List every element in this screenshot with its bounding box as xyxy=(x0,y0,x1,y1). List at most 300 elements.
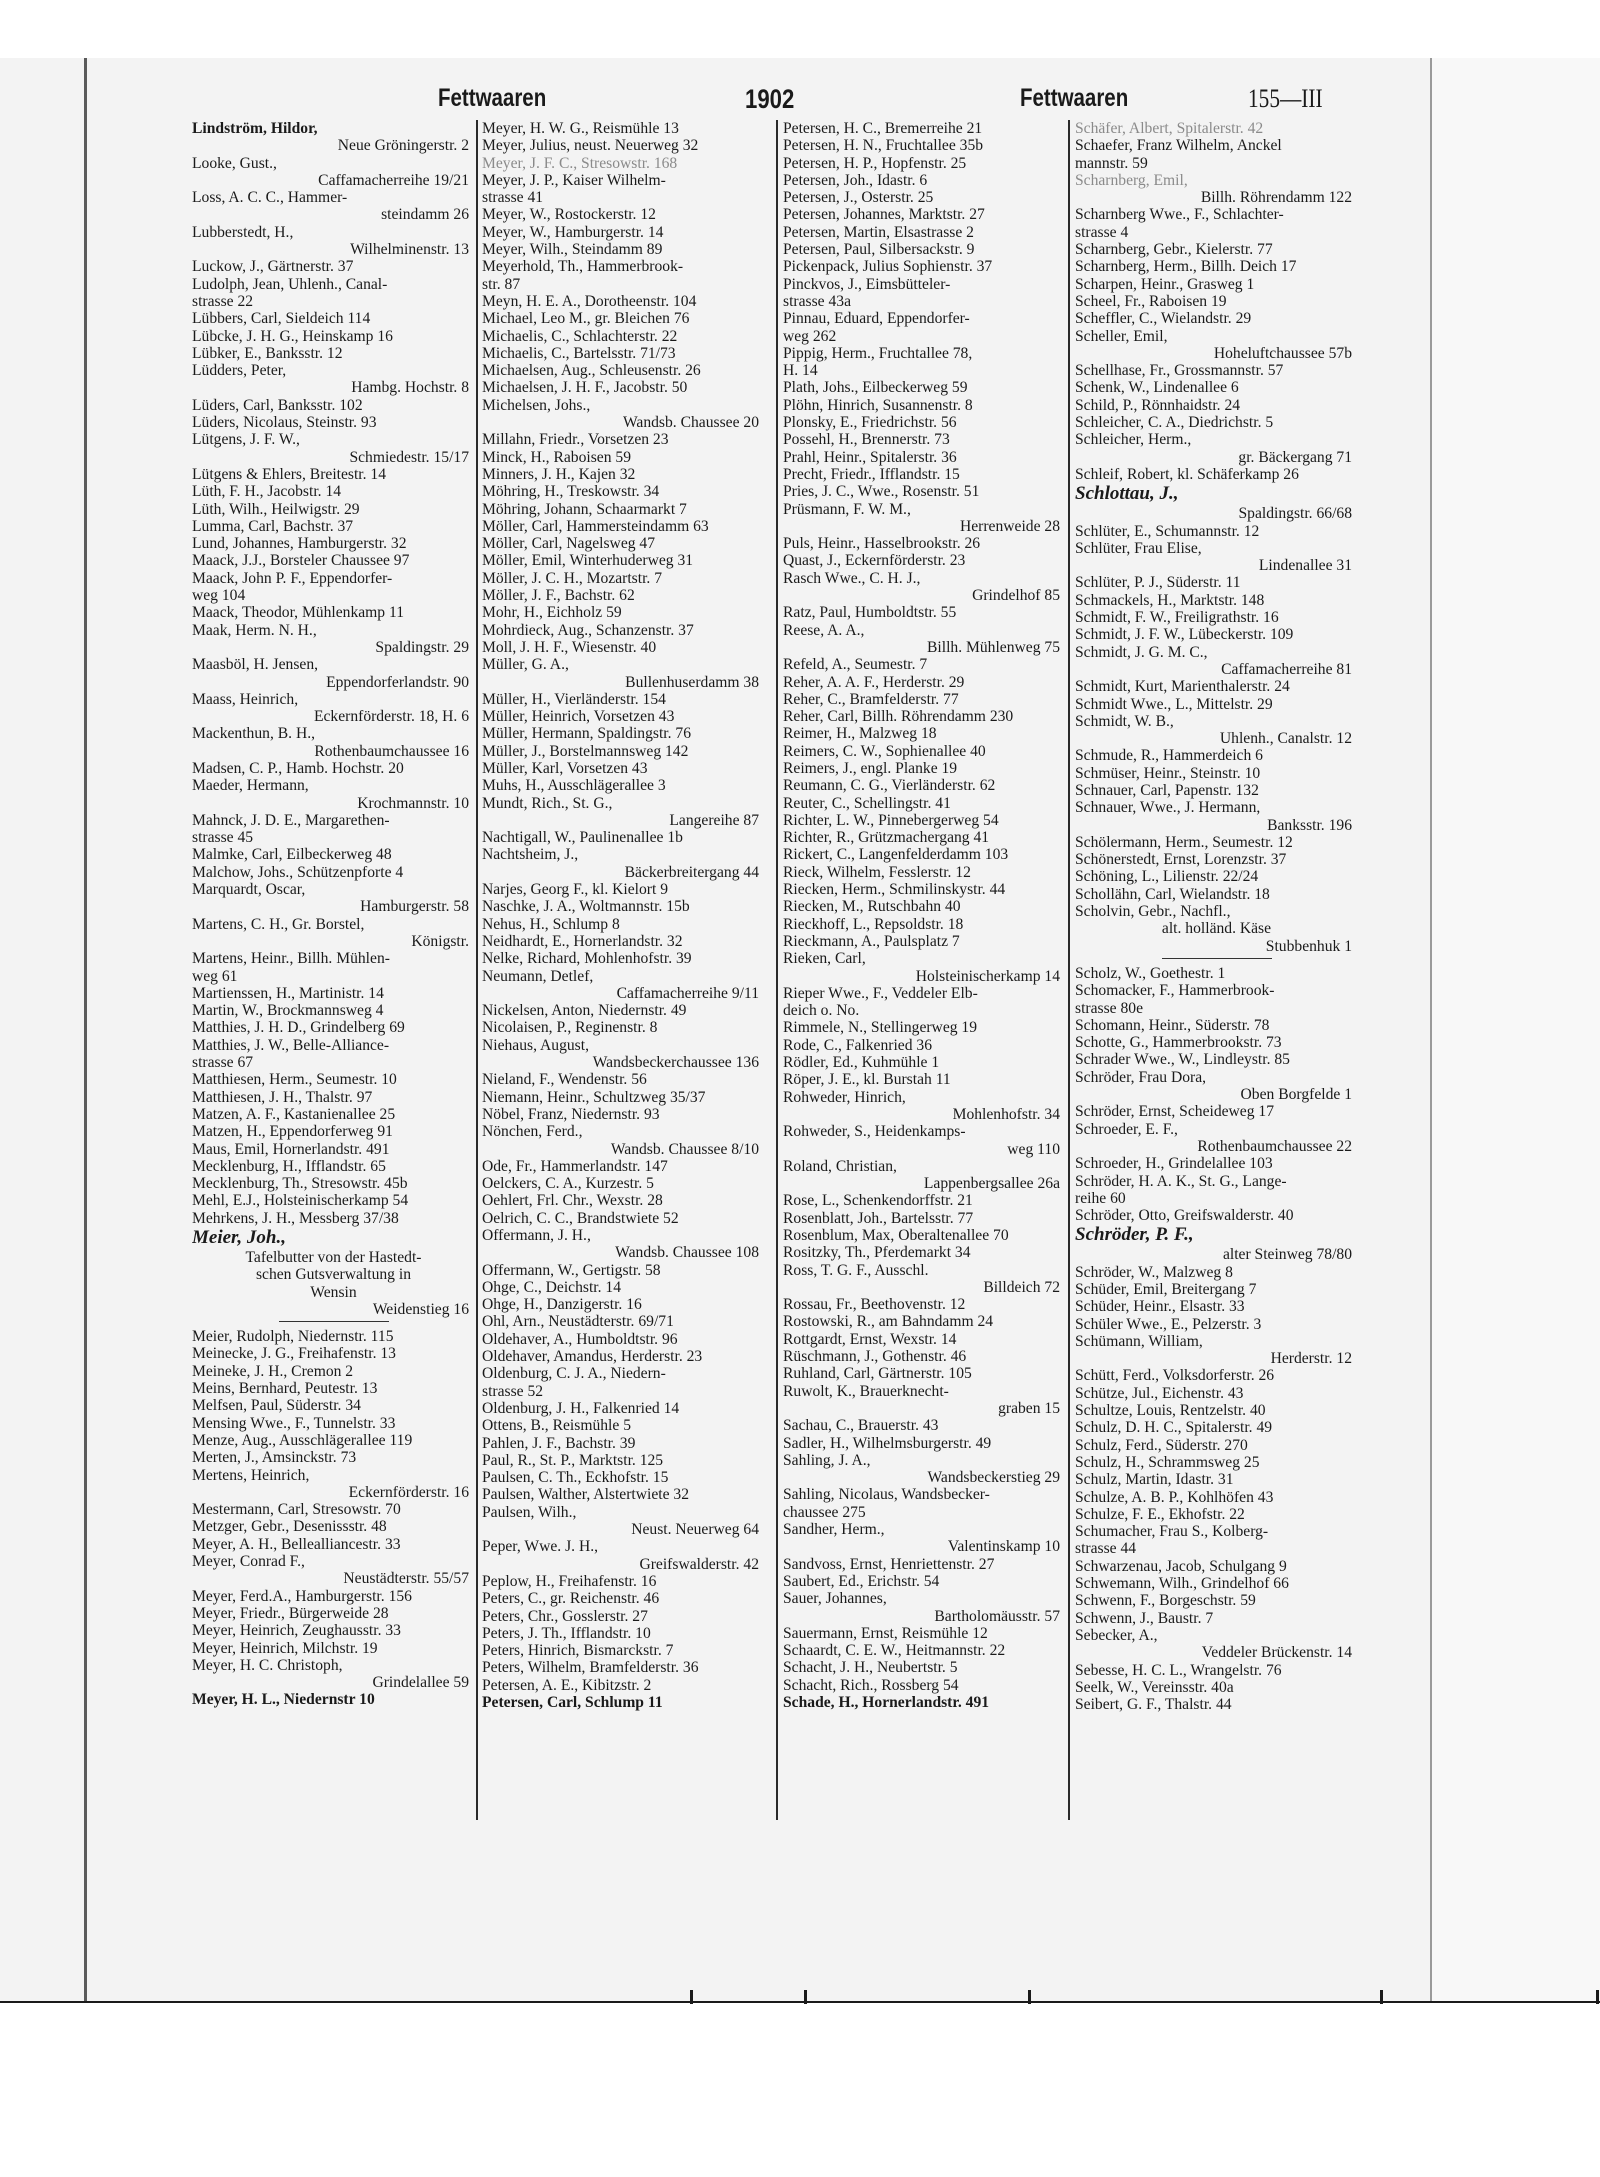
directory-entry-line: Mecklenburg, Th., Stresowstr. 45b xyxy=(192,1175,408,1193)
directory-column-1 xyxy=(192,120,475,1980)
directory-entry-line: Herrenweide 28 xyxy=(959,517,1060,535)
directory-entry-line: Lüders, Carl, Banksstr. 102 xyxy=(192,396,363,414)
page-left-edge xyxy=(84,58,87,2001)
directory-entry-line: Peters, J. Th., Ifflandstr. 10 xyxy=(482,1624,651,1642)
directory-entry-line: Schlüter, P. J., Süderstr. 11 xyxy=(1075,574,1241,592)
bottom-tick xyxy=(1380,1990,1383,2004)
directory-entry-line: Schmidt, Kurt, Marienthalerstr. 24 xyxy=(1075,678,1290,696)
directory-entry-line: Seelk, W., Vereinsstr. 40a xyxy=(1075,1678,1234,1696)
directory-entry-line: Petersen, Carl, Schlump 11 xyxy=(482,1694,663,1712)
directory-entry-line: Lütgens & Ehlers, Breitestr. 14 xyxy=(192,465,387,483)
directory-entry-line: Rohweder, S., Heidenkamps- xyxy=(783,1123,966,1141)
directory-entry-line: Possehl, H., Brennerstr. 73 xyxy=(783,431,950,449)
directory-entry-line: Martienssen, H., Martinistr. 14 xyxy=(192,984,384,1002)
header-right-title: Fettwaaren xyxy=(1020,84,1129,112)
directory-entry-line: Sahling, J. A., xyxy=(783,1451,871,1469)
directory-entry-line: Maak, Herm. N. H., xyxy=(192,621,317,639)
section-rule xyxy=(279,1321,389,1322)
directory-entry-line: Mohlenhofstr. 34 xyxy=(952,1105,1060,1123)
directory-entry-line: Ohge, C., Deichstr. 14 xyxy=(482,1278,622,1296)
bottom-tick xyxy=(804,1990,807,2004)
directory-entry-line: Wandsb. Chaussee 108 xyxy=(615,1244,759,1262)
directory-entry-line: Mecklenburg, H., Ifflandstr. 65 xyxy=(192,1157,386,1175)
directory-entry-line: Reimer, H., Malzweg 18 xyxy=(783,725,937,743)
directory-entry-line: Schröder, W., Malzweg 8 xyxy=(1075,1263,1233,1281)
directory-entry-line: Scholz, W., Goethestr. 1 xyxy=(1075,964,1226,982)
directory-entry-line: Mehl, E.J., Holsteinischerkamp 54 xyxy=(192,1192,409,1210)
directory-entry-line: Sandher, Herm., xyxy=(783,1521,885,1539)
directory-entry-line: Scheller, Emil, xyxy=(1075,327,1168,345)
directory-entry-line: Moll, J. H. F., Wiesenstr. 40 xyxy=(482,638,657,656)
directory-entry-line: strasse 22 xyxy=(192,292,254,310)
directory-entry-line: Lütgens, J. F. W., xyxy=(192,431,300,449)
directory-entry-line: Eppendorferlandstr. 90 xyxy=(326,673,469,691)
directory-entry-line: Martin, W., Brockmannsweg 4 xyxy=(192,1002,384,1020)
directory-entry-line: Rose, L., Schenkendorffstr. 21 xyxy=(783,1192,973,1210)
directory-entry-line: Schmidt, J. G. M. C., xyxy=(1075,643,1208,661)
directory-entry-line: strasse 45 xyxy=(192,829,254,847)
directory-entry-line: reihe 60 xyxy=(1075,1189,1126,1207)
directory-entry-line: Hamburgerstr. 58 xyxy=(360,898,469,916)
directory-entry-line: Pinckvos, J., Eimsbütteler- xyxy=(783,275,951,293)
directory-entry-line: Sadler, H., Wilhelmsburgerstr. 49 xyxy=(783,1434,992,1452)
directory-entry-line: Neidhardt, E., Hornerlandstr. 32 xyxy=(482,932,683,950)
directory-entry-line: Möller, Emil, Winterhuderweg 31 xyxy=(482,552,694,570)
directory-entry-line: Sebesse, H. C. L., Wrangelstr. 76 xyxy=(1075,1661,1282,1679)
directory-entry-line: Tafelbutter von der Hastedt- xyxy=(245,1249,422,1266)
directory-entry-line: Schild, P., Rönnhaidstr. 24 xyxy=(1075,396,1241,414)
directory-entry-line: Malchow, Johs., Schützenpforte 4 xyxy=(192,863,404,881)
directory-entry-line: Schumacher, Frau S., Kolberg- xyxy=(1075,1523,1269,1541)
directory-entry-line: Minck, H., Raboisen 59 xyxy=(482,448,631,466)
directory-entry-line: Grindelhof 85 xyxy=(972,587,1060,605)
directory-entry-line: Schlüter, Frau Elise, xyxy=(1075,539,1202,557)
directory-entry-line: Röper, J. E., kl. Burstah 11 xyxy=(783,1071,951,1089)
directory-entry-line: Matthiesen, Herm., Seumestr. 10 xyxy=(192,1071,397,1089)
directory-entry-line: Reimers, C. W., Sophienallee 40 xyxy=(783,742,986,760)
directory-entry-line: Oldehaver, A., Humboldtstr. 96 xyxy=(482,1330,678,1348)
directory-entry-line: Langereihe 87 xyxy=(669,811,759,829)
directory-entry-line: Petersen, H. P., Hopfenstr. 25 xyxy=(783,154,967,172)
directory-entry-line: Michael, Leo M., gr. Bleichen 76 xyxy=(482,310,690,328)
directory-entry-line: Oldehaver, Amandus, Herderstr. 23 xyxy=(482,1348,703,1366)
directory-entry-line: Michaelis, C., Schlachterstr. 22 xyxy=(482,327,678,345)
directory-entry-line: Lumma, Carl, Bachstr. 37 xyxy=(192,517,354,535)
directory-entry-line: Martens, Heinr., Billh. Mühlen- xyxy=(192,950,390,968)
directory-entry-line: Billh. Mühlenweg 75 xyxy=(927,638,1060,656)
scan-bottom-band xyxy=(0,2001,1600,2177)
directory-entry-line: Wandsb. Chaussee 20 xyxy=(622,414,759,432)
directory-entry-line: Oelrich, C. C., Brandstwiete 52 xyxy=(482,1209,679,1227)
directory-entry-line: Neustädterstr. 55/57 xyxy=(343,1570,469,1588)
directory-entry-line: Rothenbaumchaussee 16 xyxy=(314,742,469,760)
directory-entry-line: Reese, A. A., xyxy=(783,621,865,639)
directory-entry-line: Rimmele, N., Stellingerweg 19 xyxy=(783,1019,978,1037)
directory-entry-line: str. 87 xyxy=(482,275,521,293)
directory-entry-line: Schüler Wwe., E., Pelzerstr. 3 xyxy=(1075,1315,1262,1333)
directory-entry-line: Quast, J., Eckernförderstr. 23 xyxy=(783,552,966,570)
directory-entry-line: Maack, J.J., Borsteler Chaussee 97 xyxy=(192,552,410,570)
directory-entry-line: Wilhelminenstr. 13 xyxy=(350,241,469,259)
directory-entry-line: Grindelallee 59 xyxy=(372,1674,469,1692)
directory-entry-line: Michelsen, Johs., xyxy=(482,396,591,414)
directory-entry-line: Neumann, Detlef, xyxy=(482,967,594,985)
directory-entry-line: Mackenthun, B. H., xyxy=(192,725,315,743)
directory-entry-line: Nickelsen, Anton, Niedernstr. 49 xyxy=(482,1002,687,1020)
directory-entry-line: Martens, C. H., Gr. Borstel, xyxy=(192,915,365,933)
directory-entry-line: Veddeler Brückenstr. 14 xyxy=(1201,1644,1352,1662)
directory-entry-line: Eckernförderstr. 18, H. 6 xyxy=(313,708,469,726)
directory-entry-line: Schrader Wwe., W., Lindleystr. 85 xyxy=(1075,1051,1290,1069)
directory-entry-line: Schröder, Ernst, Scheideweg 17 xyxy=(1075,1103,1275,1121)
directory-entry-line: Meyer, H. C. Christoph, xyxy=(192,1656,343,1674)
directory-entry-line: Lappenbergsallee 26a xyxy=(923,1175,1060,1193)
directory-entry-line: Petersen, H. C., Bremerreihe 21 xyxy=(783,120,983,137)
directory-entry-line: Mundt, Rich., St. G., xyxy=(482,794,613,812)
directory-entry-line: Meyer, H. W. G., Reismühle 13 xyxy=(482,120,679,137)
directory-entry-line: Müller, Karl, Vorsetzen 43 xyxy=(482,759,648,777)
directory-entry-line: Schütt, Ferd., Volksdorferstr. 26 xyxy=(1075,1367,1275,1385)
directory-entry-line: Spaldingstr. 66/68 xyxy=(1238,505,1352,523)
directory-entry-line: Müller, G. A., xyxy=(482,656,569,674)
directory-entry-line: Scharnberg, Herm., Billh. Deich 17 xyxy=(1075,258,1297,276)
directory-entry-line: Schütze, Jul., Eichenstr. 43 xyxy=(1075,1384,1244,1402)
directory-entry-line: Petersen, Johannes, Marktstr. 27 xyxy=(783,206,985,224)
directory-column-2 xyxy=(482,120,765,1980)
directory-entry-line: alt. holländ. Käse xyxy=(1161,920,1272,938)
directory-entry-line: Schröder, Frau Dora, xyxy=(1075,1068,1207,1086)
directory-entry-line: Schulz, Ferd., Süderstr. 270 xyxy=(1075,1436,1248,1454)
page-header xyxy=(190,84,1340,120)
column-divider xyxy=(476,120,478,1820)
directory-entry-line: Meyer, Heinrich, Zeughausstr. 33 xyxy=(192,1622,401,1640)
directory-entry-line: Schüder, Heinr., Elsastr. 33 xyxy=(1075,1298,1245,1316)
directory-entry-line: Petersen, Martin, Elsastrasse 2 xyxy=(783,223,974,241)
directory-entry-line: Sahling, Nicolaus, Wandsbecker- xyxy=(783,1486,990,1504)
directory-entry-line: Bartholomäusstr. 57 xyxy=(934,1607,1060,1625)
directory-entry-line: Rieken, Carl, xyxy=(783,950,866,968)
directory-entry-line: Oelckers, C. A., Kurzestr. 5 xyxy=(482,1175,654,1193)
directory-entry-line: Rieper Wwe., F., Veddeler Elb- xyxy=(783,984,978,1002)
directory-entry-line: Rieckmann, A., Paulsplatz 7 xyxy=(783,932,960,950)
directory-entry-line: Oldenburg, C. J. A., Niedern- xyxy=(482,1365,666,1383)
directory-entry-line: Schnauer, Carl, Papenstr. 132 xyxy=(1075,781,1259,799)
directory-entry-line: Paulsen, Walther, Alstertwiete 32 xyxy=(482,1486,690,1504)
header-year: 1902 xyxy=(745,84,795,114)
directory-entry-line: Scharnberg, Emil, xyxy=(1075,171,1188,189)
directory-entry-line: Meyer, Conrad F., xyxy=(192,1553,305,1571)
directory-entry-line: Riecken, Herm., Schmilinskystr. 44 xyxy=(783,881,1006,899)
page-right-margin xyxy=(1432,58,1600,2001)
directory-entry-line: Rödler, Ed., Kuhmühle 1 xyxy=(783,1054,940,1072)
directory-entry-line: Paulsen, C. Th., Eckhofstr. 15 xyxy=(482,1469,669,1487)
directory-entry-line: Rosenblatt, Joh., Bartelsstr. 77 xyxy=(783,1209,974,1227)
directory-entry-line: Refeld, A., Seumestr. 7 xyxy=(783,656,928,674)
directory-entry-line: Rottgardt, Ernst, Wexstr. 14 xyxy=(783,1330,957,1348)
bottom-tick xyxy=(1028,1990,1031,2004)
directory-entry-line: Naschke, J. A., Woltmannstr. 15b xyxy=(482,898,690,916)
directory-entry-line: strasse 67 xyxy=(192,1054,254,1072)
directory-entry-line: Ruhland, Carl, Gärtnerstr. 105 xyxy=(783,1365,972,1383)
directory-entry-line: Maack, Theodor, Mühlenkamp 11 xyxy=(192,604,405,622)
directory-entry-line: Eckernförderstr. 16 xyxy=(348,1483,469,1501)
directory-entry-line: Bäckerbreitergang 44 xyxy=(624,863,759,881)
directory-entry-line: Scharnberg Wwe., F., Schlachter- xyxy=(1075,206,1284,224)
directory-entry-line: Schmude, R., Hammerdeich 6 xyxy=(1075,747,1263,765)
directory-entry-line: Saubert, Ed., Erichstr. 54 xyxy=(783,1572,940,1590)
directory-entry-line: Caffamacherreihe 19/21 xyxy=(318,171,469,189)
directory-entry-line: Schellhase, Fr., Grossmannstr. 57 xyxy=(1075,362,1284,380)
directory-entry-line: Meyer, J. P., Kaiser Wilhelm- xyxy=(482,171,666,189)
directory-entry-line: strasse 4 xyxy=(1075,223,1129,241)
directory-entry-line: Mensing Wwe., F., Tunnelstr. 33 xyxy=(192,1414,396,1432)
directory-entry-line: Neue Gröningerstr. 2 xyxy=(337,137,469,155)
directory-entry-line: Meyerhold, Th., Hammerbrook- xyxy=(482,258,684,276)
directory-entry-line: Millahn, Friedr., Vorsetzen 23 xyxy=(482,431,669,449)
directory-entry-line: Rode, C., Falkenried 36 xyxy=(783,1036,932,1054)
directory-entry-line: Niemann, Heinr., Schultzweg 35/37 xyxy=(482,1088,706,1106)
directory-entry-line: Pahlen, J. F., Bachstr. 39 xyxy=(482,1434,636,1452)
advertiser-heading: Schlottau, J., xyxy=(1075,483,1179,505)
directory-entry-line: Richter, L. W., Pinnebergerweg 54 xyxy=(783,811,999,829)
directory-entry-line: Maack, John P. F., Eppendorfer- xyxy=(192,569,393,587)
directory-entry-line: Petersen, Joh., Idastr. 6 xyxy=(783,171,928,189)
directory-entry-line: Wandsb. Chaussee 8/10 xyxy=(610,1140,759,1158)
directory-entry-line: Weidenstieg 16 xyxy=(372,1300,469,1318)
directory-entry-line: Bullenhuserdamm 38 xyxy=(625,673,759,691)
directory-entry-line: Scheel, Fr., Raboisen 19 xyxy=(1075,292,1227,310)
directory-entry-line: Reuter, C., Schellingstr. 41 xyxy=(783,794,951,812)
directory-entry-line: Schacht, Rich., Rossberg 54 xyxy=(783,1676,959,1694)
directory-entry-line: Schüder, Emil, Breitergang 7 xyxy=(1075,1281,1257,1298)
directory-entry-line: Lubberstedt, H., xyxy=(192,223,294,241)
directory-entry-line: Pries, J. C., Wwe., Rosenstr. 51 xyxy=(783,483,980,501)
directory-column-4 xyxy=(1075,120,1358,1980)
advertiser-heading: Schröder, P. F., xyxy=(1075,1224,1194,1246)
directory-entry-line: Luckow, J., Gärtnerstr. 37 xyxy=(192,258,354,276)
directory-entry-line: Sebecker, A., xyxy=(1075,1626,1158,1644)
bottom-tick xyxy=(690,1990,693,2004)
directory-entry-line: Sachau, C., Brauerstr. 43 xyxy=(783,1417,939,1435)
directory-entry-line: Schulze, A. B. P., Kohlhöfen 43 xyxy=(1075,1488,1274,1506)
directory-entry-line: Metzger, Gebr., Desenissstr. 48 xyxy=(192,1518,387,1536)
directory-entry-line: Ruwolt, K., Brauerknecht- xyxy=(783,1382,949,1400)
directory-entry-line: Oldenburg, J. H., Falkenried 14 xyxy=(482,1399,680,1417)
directory-entry-line: weg 104 xyxy=(192,587,246,605)
directory-entry-line: Malmke, Carl, Eilbeckerweg 48 xyxy=(192,846,392,864)
directory-entry-line: H. 14 xyxy=(783,362,818,380)
directory-entry-line: Reher, C., Bramfelderstr. 77 xyxy=(783,690,959,708)
directory-entry-line: Rieck, Wilhelm, Fesslerstr. 12 xyxy=(783,863,971,881)
directory-entry-line: Mohr, H., Eichholz 59 xyxy=(482,604,622,622)
directory-entry-line: Petersen, J., Osterstr. 25 xyxy=(783,189,934,207)
directory-entry-line: Meyer, Wilh., Steindamm 89 xyxy=(482,241,663,259)
directory-entry-line: Marquardt, Oscar, xyxy=(192,881,306,899)
directory-entry-line: Schaefer, Franz Wilhelm, Anckel xyxy=(1075,137,1282,155)
directory-entry-line: Schöning, L., Lilienstr. 22/24 xyxy=(1075,868,1259,886)
directory-entry-line: Puls, Heinr., Hasselbrookstr. 26 xyxy=(783,535,981,553)
directory-entry-line: Maass, Heinrich, xyxy=(192,690,299,708)
directory-entry-line: Pinnau, Eduard, Eppendorfer- xyxy=(783,310,970,328)
directory-entry-line: mannstr. 59 xyxy=(1075,154,1148,172)
directory-entry-line: Matzen, A. F., Kastanienallee 25 xyxy=(192,1105,396,1123)
header-left-title: Fettwaaren xyxy=(438,84,547,112)
directory-entry-line: Paul, R., St. P., Marktstr. 125 xyxy=(482,1451,664,1469)
directory-entry-line: Michaelsen, Aug., Schleusenstr. 26 xyxy=(482,362,701,380)
directory-entry-line: Caffamacherreihe 9/11 xyxy=(616,984,759,1002)
directory-entry-line: Reher, Carl, Billh. Röhrendamm 230 xyxy=(783,708,1014,726)
directory-entry-line: Möhring, Johann, Schaarmarkt 7 xyxy=(482,500,687,518)
directory-entry-line: Schmidt, F. W., Freiligrathstr. 16 xyxy=(1075,609,1279,627)
directory-entry-line: Schmidt, W. B., xyxy=(1075,712,1174,730)
directory-entry-line: Meyer, Friedr., Bürgerweide 28 xyxy=(192,1604,389,1622)
directory-entry-line: Offermann, W., Gertigstr. 58 xyxy=(482,1261,661,1279)
directory-entry-line: Rothenbaumchaussee 22 xyxy=(1197,1137,1352,1155)
directory-entry-line: Schomann, Heinr., Süderstr. 78 xyxy=(1075,1016,1270,1034)
directory-entry-line: Spaldingstr. 29 xyxy=(375,638,469,656)
directory-entry-line: Menze, Aug., Ausschlägerallee 119 xyxy=(192,1431,413,1449)
directory-entry-line: Muhs, H., Ausschlägerallee 3 xyxy=(482,777,666,795)
directory-entry-line: Scholvin, Gebr., Nachfl., xyxy=(1075,903,1231,921)
directory-entry-line: Reimers, J., engl. Planke 19 xyxy=(783,759,958,777)
directory-entry-line: Schwenn, J., Baustr. 7 xyxy=(1075,1609,1214,1627)
directory-entry-line: Nicolaisen, P., Reginenstr. 8 xyxy=(482,1019,658,1037)
section-rule xyxy=(1162,958,1272,959)
directory-entry-line: Schmackels, H., Marktstr. 148 xyxy=(1075,591,1265,609)
directory-entry-line: Neust. Neuerweg 64 xyxy=(631,1521,759,1539)
directory-entry-line: Oehlert, Frl. Chr., Wexstr. 28 xyxy=(482,1192,663,1210)
directory-entry-line: Müller, H., Vierländerstr. 154 xyxy=(482,690,666,708)
directory-entry-line: Müller, Hermann, Spaldingstr. 76 xyxy=(482,725,691,743)
directory-entry-line: Möller, Carl, Hammersteindamm 63 xyxy=(482,517,709,535)
directory-entry-line: weg 61 xyxy=(192,967,238,985)
directory-entry-line: Wensin xyxy=(310,1283,357,1301)
directory-entry-line: Schmiedestr. 15/17 xyxy=(349,448,469,466)
directory-entry-line: strasse 52 xyxy=(482,1382,544,1400)
directory-entry-line: Ohge, H., Danzigerstr. 16 xyxy=(482,1296,642,1314)
directory-entry-line: Lüth, Wilh., Heilwigstr. 29 xyxy=(192,500,360,518)
directory-entry-line: Plath, Johs., Eilbeckerweg 59 xyxy=(783,379,968,397)
directory-entry-line: Lübcke, J. H. G., Heinskamp 16 xyxy=(192,327,393,345)
directory-entry-line: Lüdders, Peter, xyxy=(192,362,287,380)
directory-entry-line: Niehaus, August, xyxy=(482,1036,589,1054)
directory-entry-line: Schollähn, Carl, Wielandstr. 18 xyxy=(1075,885,1270,903)
directory-entry-line: Rüschmann, J., Gothenstr. 46 xyxy=(783,1348,967,1366)
directory-entry-line: Wandsbeckerstieg 29 xyxy=(927,1469,1060,1487)
directory-entry-line: Maasböl, H. Jensen, xyxy=(192,656,319,674)
directory-entry-line: Rohweder, Hinrich, xyxy=(783,1088,906,1106)
directory-entry-line: Möller, J. C. H., Mozartstr. 7 xyxy=(482,569,662,587)
directory-entry-line: Riecken, M., Rutschbahn 40 xyxy=(783,898,961,916)
directory-entry-line: Schröder, H. A. K., St. G., Lange- xyxy=(1075,1172,1287,1190)
directory-entry-line: Melfsen, Paul, Süderstr. 34 xyxy=(192,1397,361,1415)
directory-entry-line: Mohrdieck, Aug., Schanzenstr. 37 xyxy=(482,621,694,639)
directory-entry-line: Peters, Wilhelm, Bramfelderstr. 36 xyxy=(482,1659,699,1677)
directory-entry-line: Reumann, C. G., Vierländerstr. 62 xyxy=(783,777,996,795)
directory-entry-line: graben 15 xyxy=(998,1399,1060,1417)
directory-entry-line: Hambg. Hochstr. 8 xyxy=(351,379,469,397)
directory-entry-line: Michaelis, C., Bartelsstr. 71/73 xyxy=(482,344,676,362)
directory-entry-line: Peper, Wwe. J. H., xyxy=(482,1538,599,1556)
directory-entry-line: Prahl, Heinr., Spitalerstr. 36 xyxy=(783,448,957,466)
directory-entry-line: Schotte, G., Hammerbrookstr. 73 xyxy=(1075,1034,1282,1052)
directory-entry-line: Sauermann, Ernst, Reismühle 12 xyxy=(783,1624,988,1642)
directory-entry-line: strasse 44 xyxy=(1075,1540,1137,1558)
directory-entry-line: Ode, Fr., Hammerlandstr. 147 xyxy=(482,1157,668,1175)
directory-entry-line: Prüsmann, F. W. M., xyxy=(783,500,911,518)
advertiser-heading: Meier, Joh., xyxy=(192,1227,286,1248)
directory-entry-line: Krochmannstr. 10 xyxy=(357,794,469,812)
directory-entry-line: Schenk, W., Lindenallee 6 xyxy=(1075,379,1239,397)
directory-entry-line: Ohl, Arn., Neustädterstr. 69/71 xyxy=(482,1313,674,1331)
directory-entry-line: Peplow, H., Freihafenstr. 16 xyxy=(482,1572,657,1590)
directory-entry-line: Billdeich 72 xyxy=(983,1278,1060,1296)
directory-entry-line: Matthies, J. W., Belle-Alliance- xyxy=(192,1036,390,1054)
directory-entry-line: Petersen, H. N., Fruchtallee 35b xyxy=(783,137,984,155)
directory-entry-line: chaussee 275 xyxy=(783,1503,866,1521)
directory-entry-line: steindamm 26 xyxy=(381,206,469,224)
directory-entry-line: Petersen, Paul, Silbersackstr. 9 xyxy=(783,241,975,259)
directory-entry-line: Müller, Heinrich, Vorsetzen 43 xyxy=(482,708,675,726)
directory-entry-line: Banksstr. 196 xyxy=(1267,816,1352,834)
directory-entry-line: Matthiesen, J. H., Thalstr. 97 xyxy=(192,1088,373,1106)
directory-entry-line: Holsteinischerkamp 14 xyxy=(915,967,1060,985)
directory-entry-line: Pippig, Herm., Fruchtallee 78, xyxy=(783,344,973,362)
directory-entry-line: Billh. Röhrendamm 122 xyxy=(1200,189,1352,207)
directory-entry-line: Lindenallee 31 xyxy=(1258,557,1352,575)
directory-entry-line: Paulsen, Wilh., xyxy=(482,1503,577,1521)
directory-entry-line: Schwarzenau, Jacob, Schulgang 9 xyxy=(1075,1557,1287,1575)
directory-entry-line: Peters, Hinrich, Bismarckstr. 7 xyxy=(482,1642,674,1660)
directory-entry-line: Oben Borgfelde 1 xyxy=(1240,1086,1352,1104)
bottom-tick xyxy=(1596,1990,1599,2004)
directory-entry-line: Plonsky, E., Friedrichstr. 56 xyxy=(783,414,957,432)
directory-entry-line: Schulz, H., Schrammsweg 25 xyxy=(1075,1453,1260,1471)
directory-entry-line: Rossau, Fr., Beethovenstr. 12 xyxy=(783,1296,966,1314)
directory-entry-line: Schölermann, Herm., Seumestr. 12 xyxy=(1075,833,1293,851)
directory-entry-line: Loss, A. C. C., Hammer- xyxy=(192,189,348,207)
directory-entry-line: strasse 80e xyxy=(1075,999,1143,1017)
directory-entry-line: Möhring, H., Treskowstr. 34 xyxy=(482,483,660,501)
directory-entry-line: Meyer, W., Rostockerstr. 12 xyxy=(482,206,656,224)
directory-entry-line: strasse 43a xyxy=(783,292,851,310)
directory-entry-line: Peters, Chr., Gosslerstr. 27 xyxy=(482,1607,648,1625)
directory-entry-line: strasse 41 xyxy=(482,189,544,207)
directory-entry-line: Mertens, Heinrich, xyxy=(192,1466,310,1484)
directory-entry-line: Ross, T. G. F., Ausschl. xyxy=(783,1261,929,1279)
directory-entry-line: weg 110 xyxy=(1007,1140,1060,1158)
directory-entry-line: Meyer, J. F. C., Stresowstr. 168 xyxy=(482,154,678,172)
page-right-edge xyxy=(1430,58,1432,2001)
directory-entry-line: Schulz, D. H. C., Spitalerstr. 49 xyxy=(1075,1419,1273,1437)
directory-entry-line: Plöhn, Hinrich, Susannenstr. 8 xyxy=(783,396,973,414)
directory-entry-line: Meyer, Julius, neust. Neuerweg 32 xyxy=(482,137,699,155)
directory-entry-line: Meyer, Ferd.A., Hamburgerstr. 156 xyxy=(192,1587,412,1605)
directory-entry-line: Scharpen, Heinr., Grasweg 1 xyxy=(1075,275,1255,293)
directory-entry-line: schen Gutsverwaltung in xyxy=(255,1266,412,1284)
directory-entry-line: Rieckhoff, L., Repsoldstr. 18 xyxy=(783,915,964,933)
directory-entry-line: Precht, Friedr., Ifflandstr. 15 xyxy=(783,465,960,483)
directory-entry-line: Müller, J., Borstelmannsweg 142 xyxy=(482,742,689,760)
directory-entry-line: Nöbel, Franz, Niedernstr. 93 xyxy=(482,1105,660,1123)
directory-entry-line: Schönerstedt, Ernst, Lorenzstr. 37 xyxy=(1075,851,1287,869)
directory-entry-line: Rosenblum, Max, Oberaltenallee 70 xyxy=(783,1227,1009,1244)
header-page-number: 155—III xyxy=(1248,84,1323,113)
directory-entry-line: Richter, R., Grützmachergang 41 xyxy=(783,829,990,847)
directory-entry-line: Minners, J. H., Kajen 32 xyxy=(482,465,636,483)
directory-entry-line: Maus, Emil, Hornerlandstr. 491 xyxy=(192,1140,390,1158)
directory-entry-line: Looke, Gust., xyxy=(192,154,277,172)
